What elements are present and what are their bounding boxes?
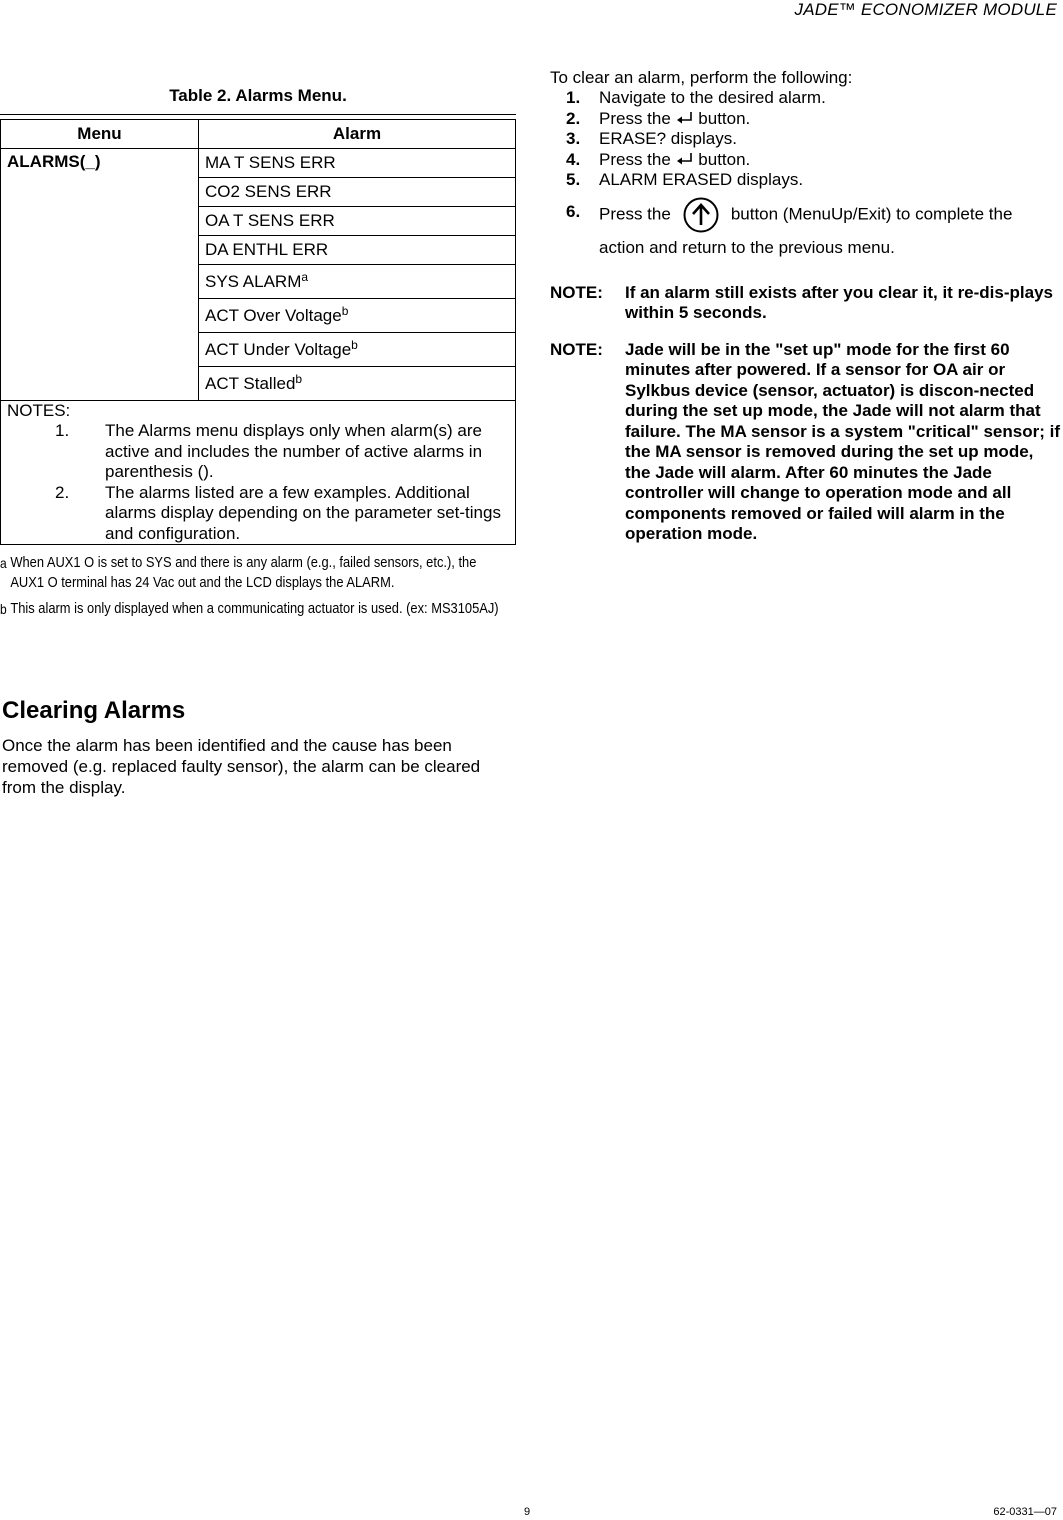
step-item: 6. Press the button (MenuUp/Exit) to complete the action and return to the previous menu. <box>550 197 1060 263</box>
enter-key-icon <box>676 152 694 166</box>
left-column <box>0 86 516 619</box>
alarm-cell: ACT Over Voltage$^b$ <box>199 299 516 333</box>
enter-key-icon <box>676 111 694 125</box>
section-body: Once the alarm has been identified and the cause has been removed (e.g. replaced faulty sensor), the alarm can be cleared from the display. <box>2 736 481 797</box>
menu-up-exit-icon <box>683 197 719 233</box>
alarm-cell: SYS ALARM$^a$ <box>199 265 516 299</box>
step-item: 1. Navigate to the desired alarm. <box>566 88 826 107</box>
step-item: 4. Press the button. <box>566 149 751 169</box>
footnote-a: a When AUX1 O is set to SYS and there is any alarm (e.g., failed sensors, etc.), the AUX1 O terminal has 24 Vac out and the LCD displays the ALARM. <box>0 554 477 591</box>
alarm-cell: OA T SENS ERR <box>199 207 516 236</box>
footnote-b: b This alarm is only displayed when a communicating actuator is used. (ex: MS3105AJ) <box>0 600 499 617</box>
alarm-cell: CO2 SENS ERR <box>199 178 516 207</box>
table-notes: NOTES: 1. The Alarms menu displays only when alarm(s) are active and includes the number of active alarms in parenthesis (). 2. The alarms listed are a few examples. Additional alarms display depending on the parameter set-tings and configuration. <box>1 401 516 545</box>
alarm-cell: ACT Stalled$^b$ <box>199 367 516 401</box>
page-number: 9 <box>524 1506 531 1518</box>
col-header-alarm: Alarm <box>199 120 516 149</box>
document-number: 62-0331—07 <box>993 1506 1057 1518</box>
procedure-intro: To clear an alarm, perform the following: <box>550 68 853 87</box>
note-item: 1. The Alarms menu displays only when alarm(s) are active and includes the number of active alarms in parenthesis (). <box>55 421 483 481</box>
note-block: NOTE: Jade will be in the "set up" mode for the first 60 minutes after powered. If a sensor for OA air or Sylkbus device (sensor, actuator) is discon-nected during the set up mode, the Jade will not alarm that failure. The MA sensor is a system "critical" sensor; if the MA sensor is removed during the set up mode, the Jade will alarm. After 60 minutes the Jade controller will change to operation mode and all components removed or failed will alarm in the operation mode. <box>550 339 1060 543</box>
note-block: NOTE: If an alarm still exists after you clear it, it re-dis-plays within 5 seconds. <box>550 282 1053 322</box>
step-item: 2. Press the button. <box>566 108 751 128</box>
menu-cell: ALARMS(_) <box>1 149 199 401</box>
step-item: 3. ERASE? displays. <box>566 129 737 148</box>
step-item: 5. ALARM ERASED displays. <box>566 170 804 189</box>
note-item: 2. The alarms listed are a few examples. Additional alarms display depending on the parameter set-tings and configuration. <box>55 482 501 543</box>
col-header-menu: Menu <box>1 120 199 149</box>
right-column <box>550 68 1060 545</box>
section-heading: Clearing Alarms <box>2 697 186 724</box>
alarm-cell: ACT Under Voltage$^b$ <box>199 333 516 367</box>
table-caption: Table 2. Alarms Menu. <box>169 86 347 105</box>
alarms-table <box>0 119 516 545</box>
alarm-cell: MA T SENS ERR <box>199 149 516 178</box>
alarm-cell: DA ENTHL ERR <box>199 236 516 265</box>
running-header: JADE™ ECONOMIZER MODULE <box>794 0 1057 19</box>
